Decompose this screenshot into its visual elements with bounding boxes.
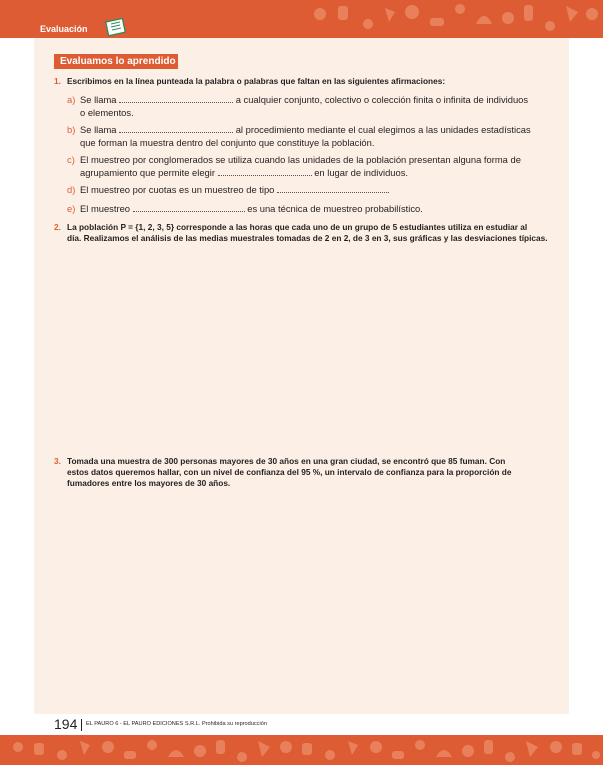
- question-3: 3. Tomada una muestra de 300 personas mayores de 30 años en una gran ciudad, se encontró que 85 fuman. Con estos datos queremos hallar, con un nivel de confianza del 95 %, un intervalo de confianza para la proporción de fumadores entre los mayores de 30 años.: [54, 456, 512, 488]
- blank-line[interactable]: [277, 184, 387, 193]
- item-letter: e): [67, 203, 76, 214]
- book-icon: [104, 18, 128, 38]
- header-band: [0, 0, 603, 38]
- section-heading: Evaluamos lo aprendido: [54, 54, 178, 69]
- blank-line[interactable]: [119, 94, 233, 103]
- question-1: [54, 76, 564, 88]
- item-letter: b): [67, 124, 76, 135]
- blank-line[interactable]: [133, 203, 245, 212]
- decorative-pattern: [300, 0, 603, 38]
- item-letter: a): [67, 94, 76, 105]
- section-label: Evaluación: [40, 24, 88, 34]
- footer-band: [0, 735, 603, 765]
- question-number: 2.: [54, 222, 61, 232]
- question-number: 1.: [54, 76, 61, 86]
- page-number: 194: [54, 716, 78, 732]
- decorative-pattern: [0, 735, 603, 765]
- divider: [81, 719, 82, 731]
- question-2: 2. La población P = {1, 2, 3, 5} corresponde a las horas que cada uno de un grupo de 5 estudiantes utiliza en estudiar al día. Realizamos el análisis de las medias muestrales tomadas de 2 en 2, de 3 en 3, sus gráficas y las desviaciones típicas.: [54, 222, 548, 243]
- footer-text: EL PAURO 6 - EL PAURO EDICIONES S.R.L. Prohibida su reproducción: [86, 721, 267, 727]
- item-letter: c): [67, 154, 75, 165]
- blank-line[interactable]: [218, 167, 312, 176]
- blank-line[interactable]: [119, 124, 233, 133]
- question-text: Escribimos en la línea punteada la palabra o palabras que faltan en las siguientes afirmaciones:: [67, 76, 446, 86]
- question-number: 3.: [54, 456, 61, 466]
- item-letter: d): [67, 184, 76, 195]
